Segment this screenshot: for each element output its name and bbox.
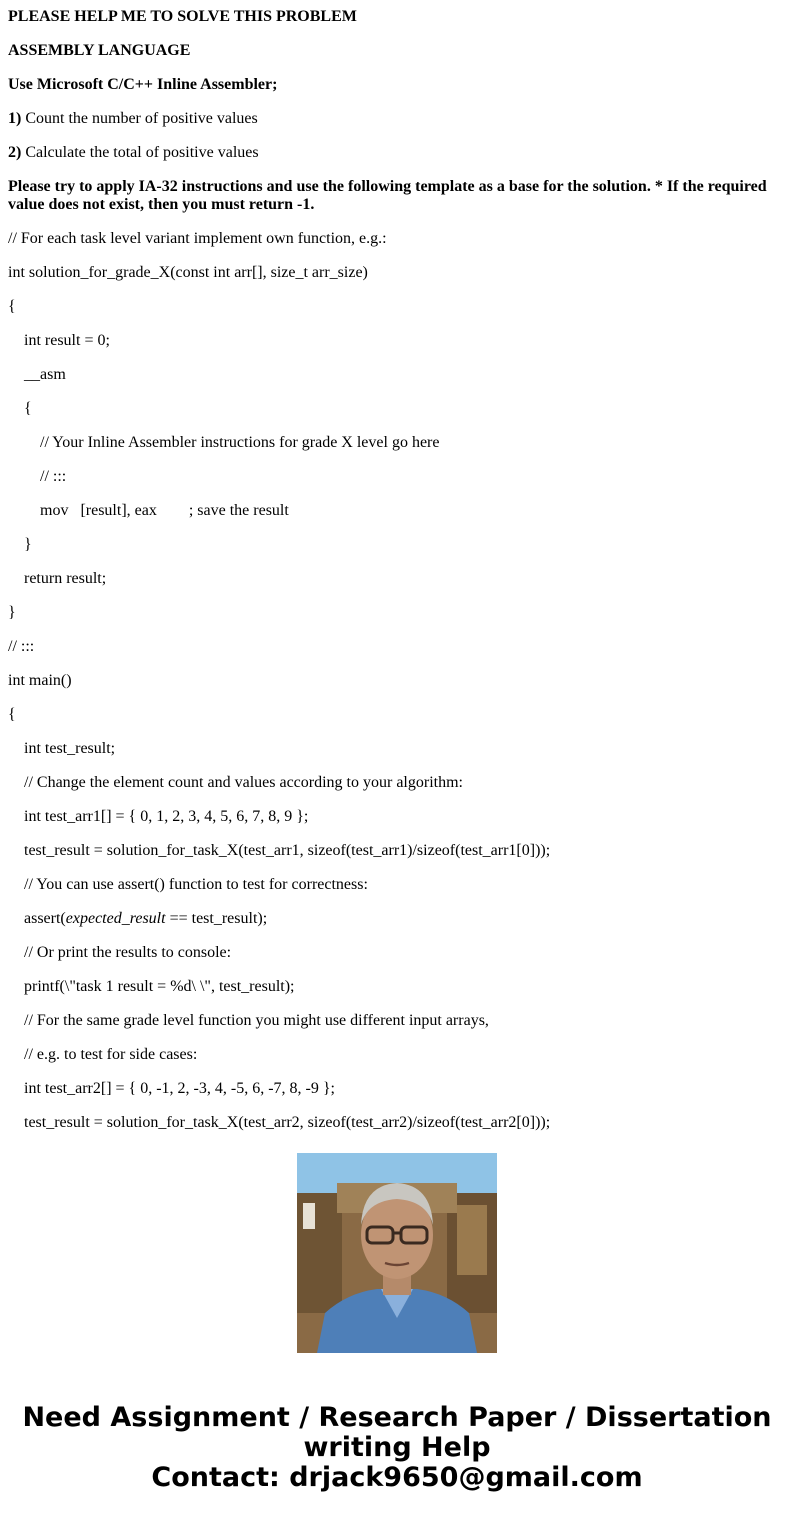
- code-line: assert(expected_result == test_result);: [8, 910, 268, 927]
- code-line: printf(\"task 1 result = %d\ \", test_result);: [8, 978, 295, 995]
- code-line: {: [8, 298, 16, 315]
- code-line: // e.g. to test for side cases:: [8, 1046, 198, 1063]
- code-line: {: [8, 706, 16, 723]
- task-2: [8, 144, 784, 162]
- code-line: // For each task level variant implement own function, e.g.:: [8, 230, 387, 247]
- question-note: Please try to apply IA-32 instructions and use the following template as a base for the solution. * If the required value does not exist, then you must return -1.: [8, 178, 771, 213]
- code-line: mov [result], eax ; save the result: [8, 502, 289, 519]
- expected-result-text: expected_result: [65, 910, 166, 927]
- code-line: // You can use assert() function to test for correctness:: [8, 876, 368, 893]
- code-line: __asm: [8, 366, 66, 383]
- code-line: // Or print the results to console:: [8, 944, 232, 961]
- code-line: // For the same grade level function you might use different input arrays,: [8, 1012, 489, 1029]
- question-title: PLEASE HELP ME TO SOLVE THIS PROBLEM: [8, 8, 357, 25]
- code-line: // Your Inline Assembler instructions for grade X level go here: [8, 434, 440, 451]
- code-line: {: [8, 400, 32, 417]
- task-1-number: 1): [8, 110, 22, 127]
- code-line: }: [8, 536, 32, 553]
- task-2-number: 2): [8, 144, 22, 161]
- code-line: int solution_for_grade_X(const int arr[], size_t arr_size): [8, 264, 368, 281]
- code-line: // :::: [8, 468, 67, 485]
- code-line: int test_arr1[] = { 0, 1, 2, 3, 4, 5, 6, 7, 8, 9 };: [8, 808, 309, 825]
- question-document: [8, 0, 784, 1131]
- promo-line: Need Assignment / Research Paper / Dissertation: [22, 1402, 772, 1433]
- question-subject: ASSEMBLY LANGUAGE: [8, 42, 191, 59]
- promo-banner: [0, 1403, 794, 1493]
- question-instruction: Use Microsoft C/C++ Inline Assembler;: [8, 76, 278, 93]
- avatar-photo: [297, 1153, 497, 1353]
- task-2-text: Calculate the total of positive values: [21, 144, 259, 161]
- code-line: test_result = solution_for_task_X(test_arr2, sizeof(test_arr2)/sizeof(test_arr2[0]));: [8, 1114, 551, 1131]
- code-line: }: [8, 604, 16, 621]
- code-line: int result = 0;: [8, 332, 110, 349]
- code-line: int main(): [8, 672, 72, 689]
- task-1: [8, 110, 784, 128]
- promo-line: writing Help: [303, 1432, 491, 1463]
- code-line: test_result = solution_for_task_X(test_arr1, sizeof(test_arr1)/sizeof(test_arr1[0]));: [8, 842, 551, 859]
- code-line: int test_arr2[] = { 0, -1, 2, -3, 4, -5, 6, -7, 8, -9 };: [8, 1080, 335, 1097]
- code-line: // Change the element count and values according to your algorithm:: [8, 774, 463, 791]
- promo-contact: Contact: drjack9650@gmail.com: [151, 1462, 643, 1493]
- avatar: [297, 1153, 497, 1353]
- code-line: // :::: [8, 638, 35, 655]
- code-line: return result;: [8, 570, 107, 587]
- task-1-text: Count the number of positive values: [21, 110, 258, 127]
- code-line: int test_result;: [8, 740, 116, 757]
